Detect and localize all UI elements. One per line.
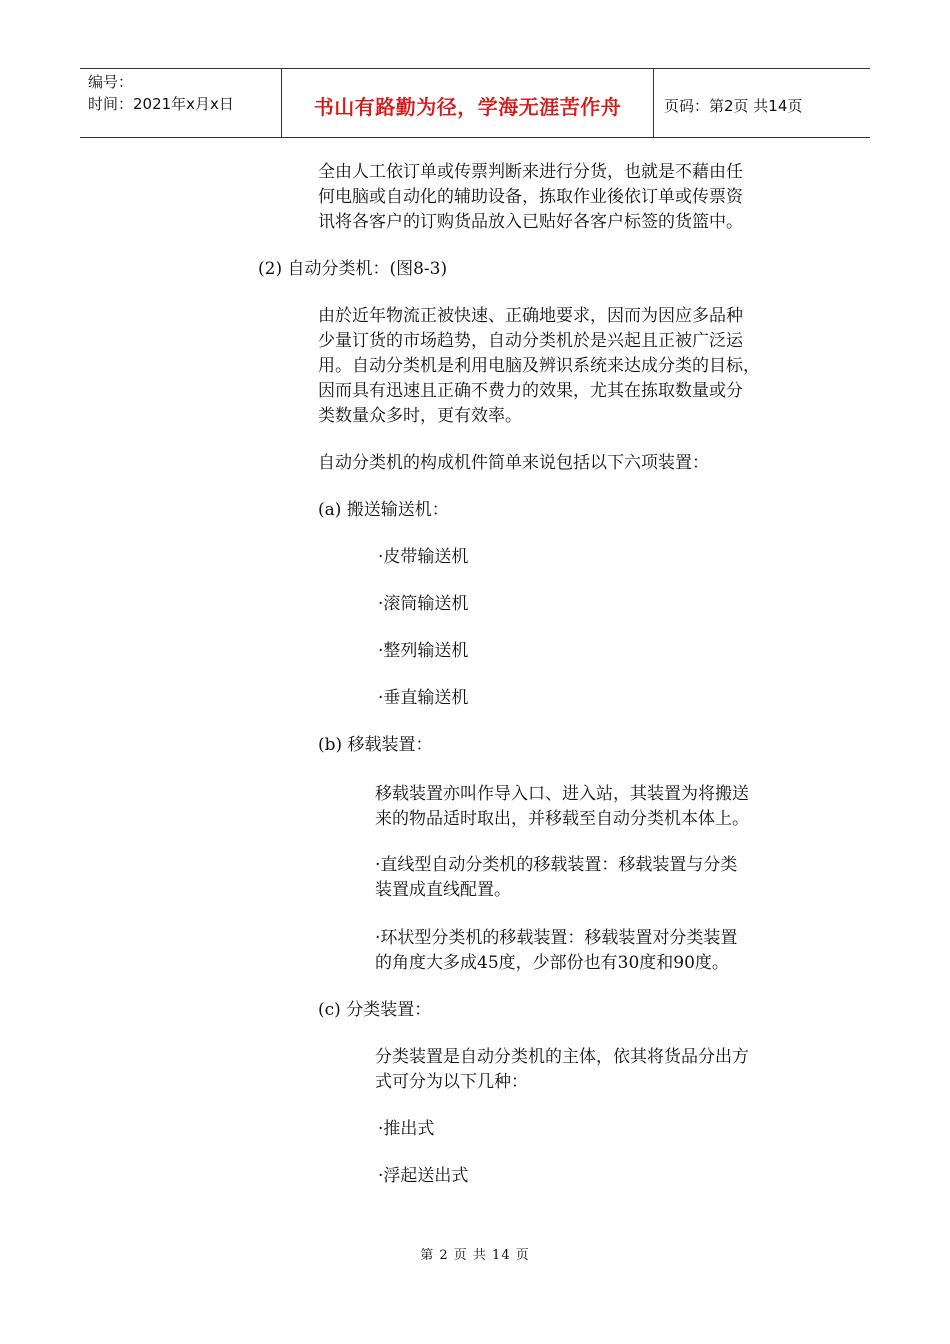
paragraph-line: 全由人工依订单或传票判断来进行分货，也就是不藉由任: [318, 162, 743, 182]
paragraph-line: 用。自动分类机是利用电脑及辨识系统来达成分类的目标，: [318, 356, 760, 376]
list-item: ·整列输送机: [378, 641, 469, 661]
list-item: ·推出式: [378, 1119, 435, 1139]
list-item: ·皮带输送机: [378, 547, 469, 567]
paragraph-line: 的角度大多成45度，少部份也有30度和90度。: [375, 953, 729, 973]
page-header: [80, 68, 870, 138]
list-item: ·浮起送出式: [378, 1166, 469, 1186]
paragraph-line: 由於近年物流正被快速、正确地要求，因而为因应多品种: [318, 306, 743, 326]
paragraph-line: 类数量众多时，更有效率。: [318, 406, 522, 426]
serial-label: 编号：: [88, 73, 134, 91]
time-label: 时间：2021年x月x日: [88, 95, 234, 113]
item-heading-b: (b) 移载装置：: [318, 735, 433, 755]
list-item: ·滚筒输送机: [378, 594, 469, 614]
page-footer: 第 2 页 共 14 页: [420, 1248, 530, 1263]
item-heading-c: (c) 分类装置：: [318, 1000, 432, 1020]
section-heading: (2) 自动分类机：(图8-3): [258, 259, 448, 279]
header-meta: [80, 69, 282, 137]
paragraph-line: 因而具有迅速且正确不费力的效果，尤其在拣取数量或分: [318, 381, 743, 401]
paragraph-line: 自动分类机的构成机件简单来说包括以下六项装置：: [318, 453, 709, 473]
paragraph-line: 来的物品适时取出，并移载至自动分类机本体上。: [375, 809, 749, 829]
header-slogan-cell: [282, 69, 654, 137]
header-slogan: 书山有路勤为径，学海无涯苦作舟: [313, 94, 622, 119]
item-heading-a: (a) 搬送输送机：: [318, 500, 449, 520]
paragraph-line: 讯将各客户的订购货品放入已贴好各客户标签的货篮中。: [318, 212, 743, 232]
header-page-info: 页码：第2页 共14页: [664, 96, 803, 115]
paragraph-line: 移载装置亦叫作导入口、进入站，其装置为将搬送: [375, 784, 749, 804]
paragraph-line: ·环状型分类机的移载装置：移载装置对分类装置: [375, 928, 738, 948]
paragraph-line: 装置成直线配置。: [375, 880, 511, 900]
list-item: ·垂直输送机: [378, 688, 469, 708]
paragraph-line: 少量订货的市场趋势，自动分类机於是兴起且正被广泛运: [318, 331, 743, 351]
paragraph-line: ·直线型自动分类机的移载装置：移载装置与分类: [375, 855, 738, 875]
paragraph-line: 式可分为以下几种：: [375, 1072, 528, 1092]
paragraph-line: 何电脑或自动化的辅助设备，拣取作业後依订单或传票资: [318, 187, 743, 207]
paragraph-line: 分类装置是自动分类机的主体，依其将货品分出方: [375, 1047, 749, 1067]
